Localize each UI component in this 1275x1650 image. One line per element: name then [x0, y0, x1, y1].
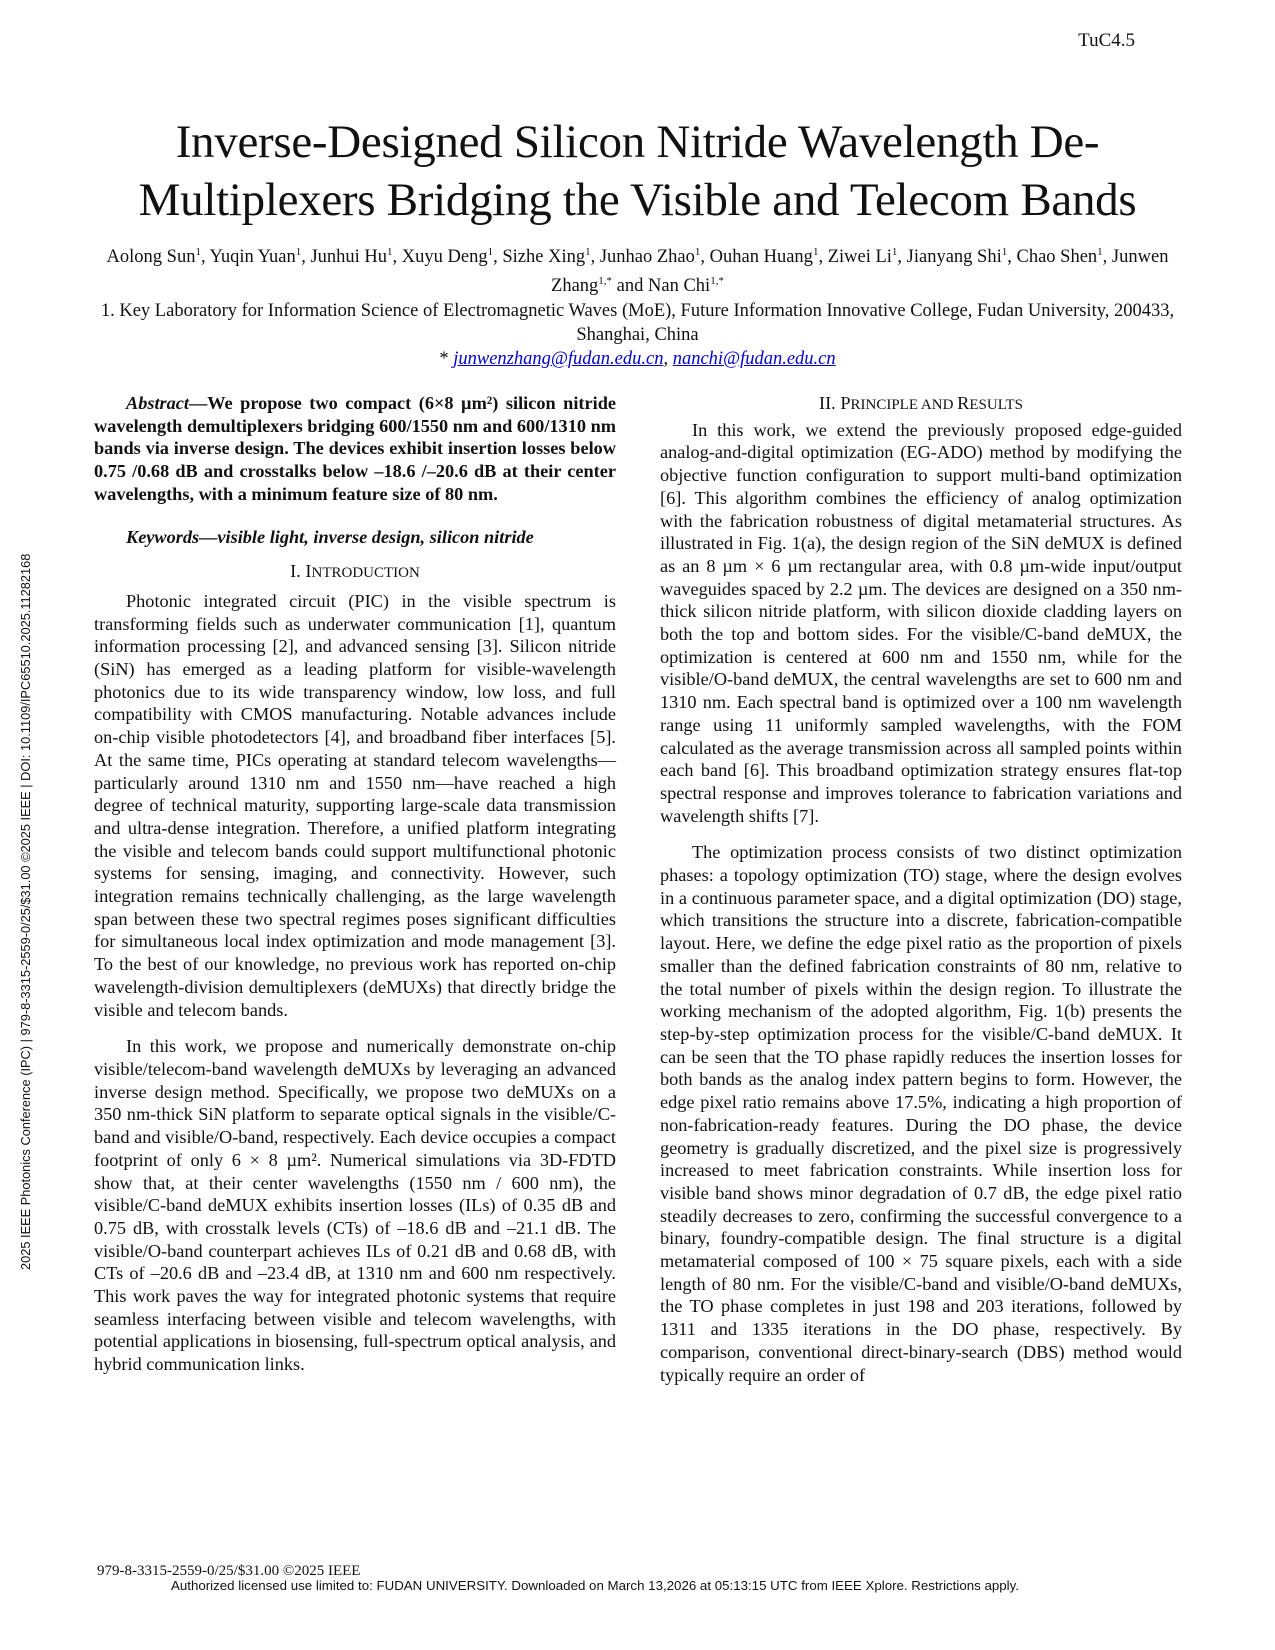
- email-link-zhang[interactable]: junwenzhang@fudan.edu.cn: [453, 349, 664, 369]
- author-name: Xuyu Deng: [401, 247, 488, 268]
- author-name: Aolong Sun: [106, 247, 196, 268]
- author-name: Sizhe Xing: [502, 247, 586, 268]
- contact-emails: [0, 347, 1275, 371]
- section-heading-introduction: I. INTRODUCTION: [290, 561, 420, 582]
- author-name: Jianyang Shi: [906, 247, 1002, 268]
- intro-paragraph: Photonic integrated circuit (PIC) in the visible spectrum is transforming fields such as underwater communication [1], quantum information processing [2], and advanced sensing [3]. Silicon nitride (SiN) has emerged as a leading platform for visible-wavelength photonics due to its wide transparency window, low loss, and full compatibility with CMOS manufacturing. Notable advances include on-chip visible photodetectors [4], and broadband fiber interfaces [5]. At the same time, PICs operating at standard telecom wavelengths—particularly around 1310 nm and 1550 nm—have reached a high degree of technical maturity, supporting large-scale data transmission and ultra-dense integration. Therefore, a unified platform integrating the visible and telecom bands could support multifunctional photonic systems for sensing, imaging, and connectivity. However, such integration remains technically challenging, as the large wavelength span between these two spectral regimes poses significant difficulties for simultaneous local index optimization and mode management [3]. To the best of our knowledge, no previous work has reported on-chip wavelength-division demultiplexers (deMUXs) that directly bridge the visible and telecom bands.: [94, 590, 616, 1020]
- author-affiliation-mark: 1: [694, 246, 701, 258]
- author-name: Nan Chi: [648, 276, 711, 297]
- abstract-label: Abstract: [126, 393, 189, 413]
- author-affiliation-mark: 1: [585, 246, 591, 258]
- footer-copyright: 979-8-3315-2559-0/25/$31.00 ©2025 IEEE: [97, 1563, 361, 1579]
- abstract: [94, 392, 616, 506]
- author-name: Yuqin Yuan: [209, 247, 296, 268]
- email-link-chi[interactable]: nanchi@fudan.edu.cn: [672, 349, 836, 369]
- author-affiliation-mark: 1: [195, 246, 201, 258]
- author-name: Chao Shen: [1016, 247, 1098, 268]
- affiliation: 1. Key Laboratory for Information Science of Electromagnetic Waves (MoE), Future Information Innovative College, Fudan University, 200433, Shanghai, China: [100, 301, 1175, 345]
- author-name: Ziwei Li: [827, 247, 892, 268]
- section-heading-results: II. PRINCIPLE AND RESULTS: [818, 393, 1023, 413]
- email-separator: ,: [663, 349, 673, 369]
- right-column: [660, 392, 1182, 1386]
- author-affiliation-mark: 1: [487, 246, 494, 258]
- author-affiliation-mark: 1,*: [598, 275, 613, 288]
- left-column: [94, 392, 616, 1376]
- author-affiliation-mark: 1: [891, 246, 898, 258]
- results-paragraph: The optimization process consists of two distinct optimization phases: a topology optimization (TO) stage, where the design evolves in a continuous parameter space, and a digital optimization (DO) stage, which transitions the structure into a discrete, fabrication-compatible layout. Here, we define the edge pixel ratio as the proportion of pixels smaller than the defined fabrication constraints of 80 nm, relative to the total number of pixels within the design region. To illustrate the working mechanism of the adopted algorithm, Fig. 1(b) presents the step-by-step optimization process for the visible/C-band deMUX. It can be seen that the TO phase rapidly reduces the insertion losses for both bands as the analog index pattern begins to form. However, the edge pixel ratio remains above 17.5%, indicating a high proportion of non-fabrication-ready features. During the DO phase, the device geometry is gradually discretized, and the pixel size is progressively increased to meet fabrication constraints. While insertion loss for visible band shows minor degradation of 0.7 dB, the edge pixel ratio steadily decreases to zero, confirming the successful convergence to a binary, foundry-compatible design. The final structure is a digital metamaterial composed of 100 × 75 square pixels, each with a side length of 80 nm. For the visible/C-band and visible/O-band deMUXs, the TO phase completes in just 198 and 203 iterations, followed by 1311 and 1335 iterations in the DO phase, respectively. By comparison, conventional direct-binary-search (DBS) method would typically require an order of: [660, 842, 1182, 1385]
- author-name: Ouhan Huang: [709, 247, 813, 268]
- intro-paragraph: In this work, we propose and numerically demonstrate on-chip visible/telecom-band wavelength deMUXs by leveraging an advanced inverse design method. Specifically, we propose two deMUXs on a 350 nm-thick SiN platform to separate optical signals in the visible/C-band and visible/O-band, respectively. Each device occupies a compact footprint of only 6 × 8 µm². Numerical simulations via 3D-FDTD show that, at their center wavelengths (1550 nm / 600 nm), the visible/C-band deMUX exhibits insertion losses (ILs) of 0.35 dB and 0.75 dB, with crosstalk levels (CTs) of –18.6 dB and –21.1 dB. The visible/O-band counterpart achieves ILs of 0.21 dB and 0.68 dB, with CTs of –20.6 dB and –23.4 dB, at 1310 nm and 600 nm respectively. This work paves the way for integrated photonic systems that require seamless interfacing between visible and telecom wavelengths, with potential applications in biosensing, full-spectrum optical analysis, and hybrid communication links.: [94, 1036, 616, 1375]
- results-paragraph: In this work, we extend the previously proposed edge-guided analog-and-digital optimization (EG-ADO) method by modifying the objective function configuration to support multi-band optimization [6]. This algorithm combines the efficiency of analog optimization with the fabrication robustness of digital metamaterial structures. As illustrated in Fig. 1(a), the design region of the SiN deMUX is defined as an 8 µm × 6 µm rectangular area, with 0.8 µm-wide input/output waveguides spaced by 2.2 µm. The devices are designed on a 350 nm-thick silicon nitride platform, with silicon dioxide cladding layers on both the top and bottom sides. For the visible/C-band deMUX, the optimization is centered at 600 nm and 1550 nm, while for the visible/O-band deMUX, the central wavelengths are set to 600 nm and 1310 nm. Each spectral band is optimized over a 100 nm wavelength range using 11 uniformly sampled wavelengths, with the FOM calculated as the average transmission across all sampled points within each band [6]. This broadband optimization strategy ensures flat-top spectral response and improves tolerance to fabrication variations and wavelength shifts [7].: [660, 419, 1182, 826]
- author-name: Junhui Hu: [310, 247, 388, 268]
- author-affiliation-mark: 1: [1001, 246, 1008, 258]
- contact-prefix: *: [439, 349, 454, 369]
- author-affiliation-mark: 1,*: [710, 275, 724, 288]
- author-list: Aolong Sun$^1$, Yuqin Yuan$^1$, Junhui Hu$^1$, Xuyu Deng$^1$, Sizhe Xing$^1$, Junhao Zhao$^1$, Ouhan Huang$^1$, Ziwei Li$^1$, Jianyang Shi$^1$, Chao Shen$^1$, Junwen Zhang$^{1,*}$ and Nan Chi$^{1,*}$: [106, 246, 1169, 297]
- author-affiliation-mark: 1: [1097, 246, 1103, 258]
- author-name: Junwen Zhang: [551, 247, 1169, 297]
- author-affiliation-mark: 1: [295, 246, 302, 258]
- sidebar-doi-strip: 2025 IEEE Photonics Conference (IPC) | 979-8-3315-2559-0/25/$31.00 ©2025 IEEE | DOI: 10.1109/IPC65510.2025.11282168: [18, 553, 33, 1270]
- author-affiliation-mark: 1: [812, 246, 819, 258]
- author-affiliation-mark: 1: [387, 246, 393, 258]
- abstract-text: —We propose two compact (6×8 µm²) silicon nitride wavelength demultiplexers bridging 600/1550 nm and 600/1310 nm bands via inverse design. The devices exhibit insertion losses below 0.75 /0.68 dB and crosstalks below –18.6 /–20.6 dB at their center wavelengths, with a minimum feature size of 80 nm.: [94, 393, 616, 504]
- paper-id: TuC4.5: [1078, 30, 1135, 51]
- paper-title: Inverse-Designed Silicon Nitride Wavelength De-Multiplexers Bridging the Visible and Telecom Bands: [138, 116, 1137, 226]
- keywords: Keywords—visible light, inverse design, silicon nitride: [126, 526, 534, 547]
- footer-license-notice: Authorized licensed use limited to: FUDAN UNIVERSITY. Downloaded on March 13,2026 at 05:13:15 UTC from IEEE Xplore. Restrictions apply.: [171, 1578, 1019, 1593]
- author-name: Junhao Zhao: [599, 247, 695, 268]
